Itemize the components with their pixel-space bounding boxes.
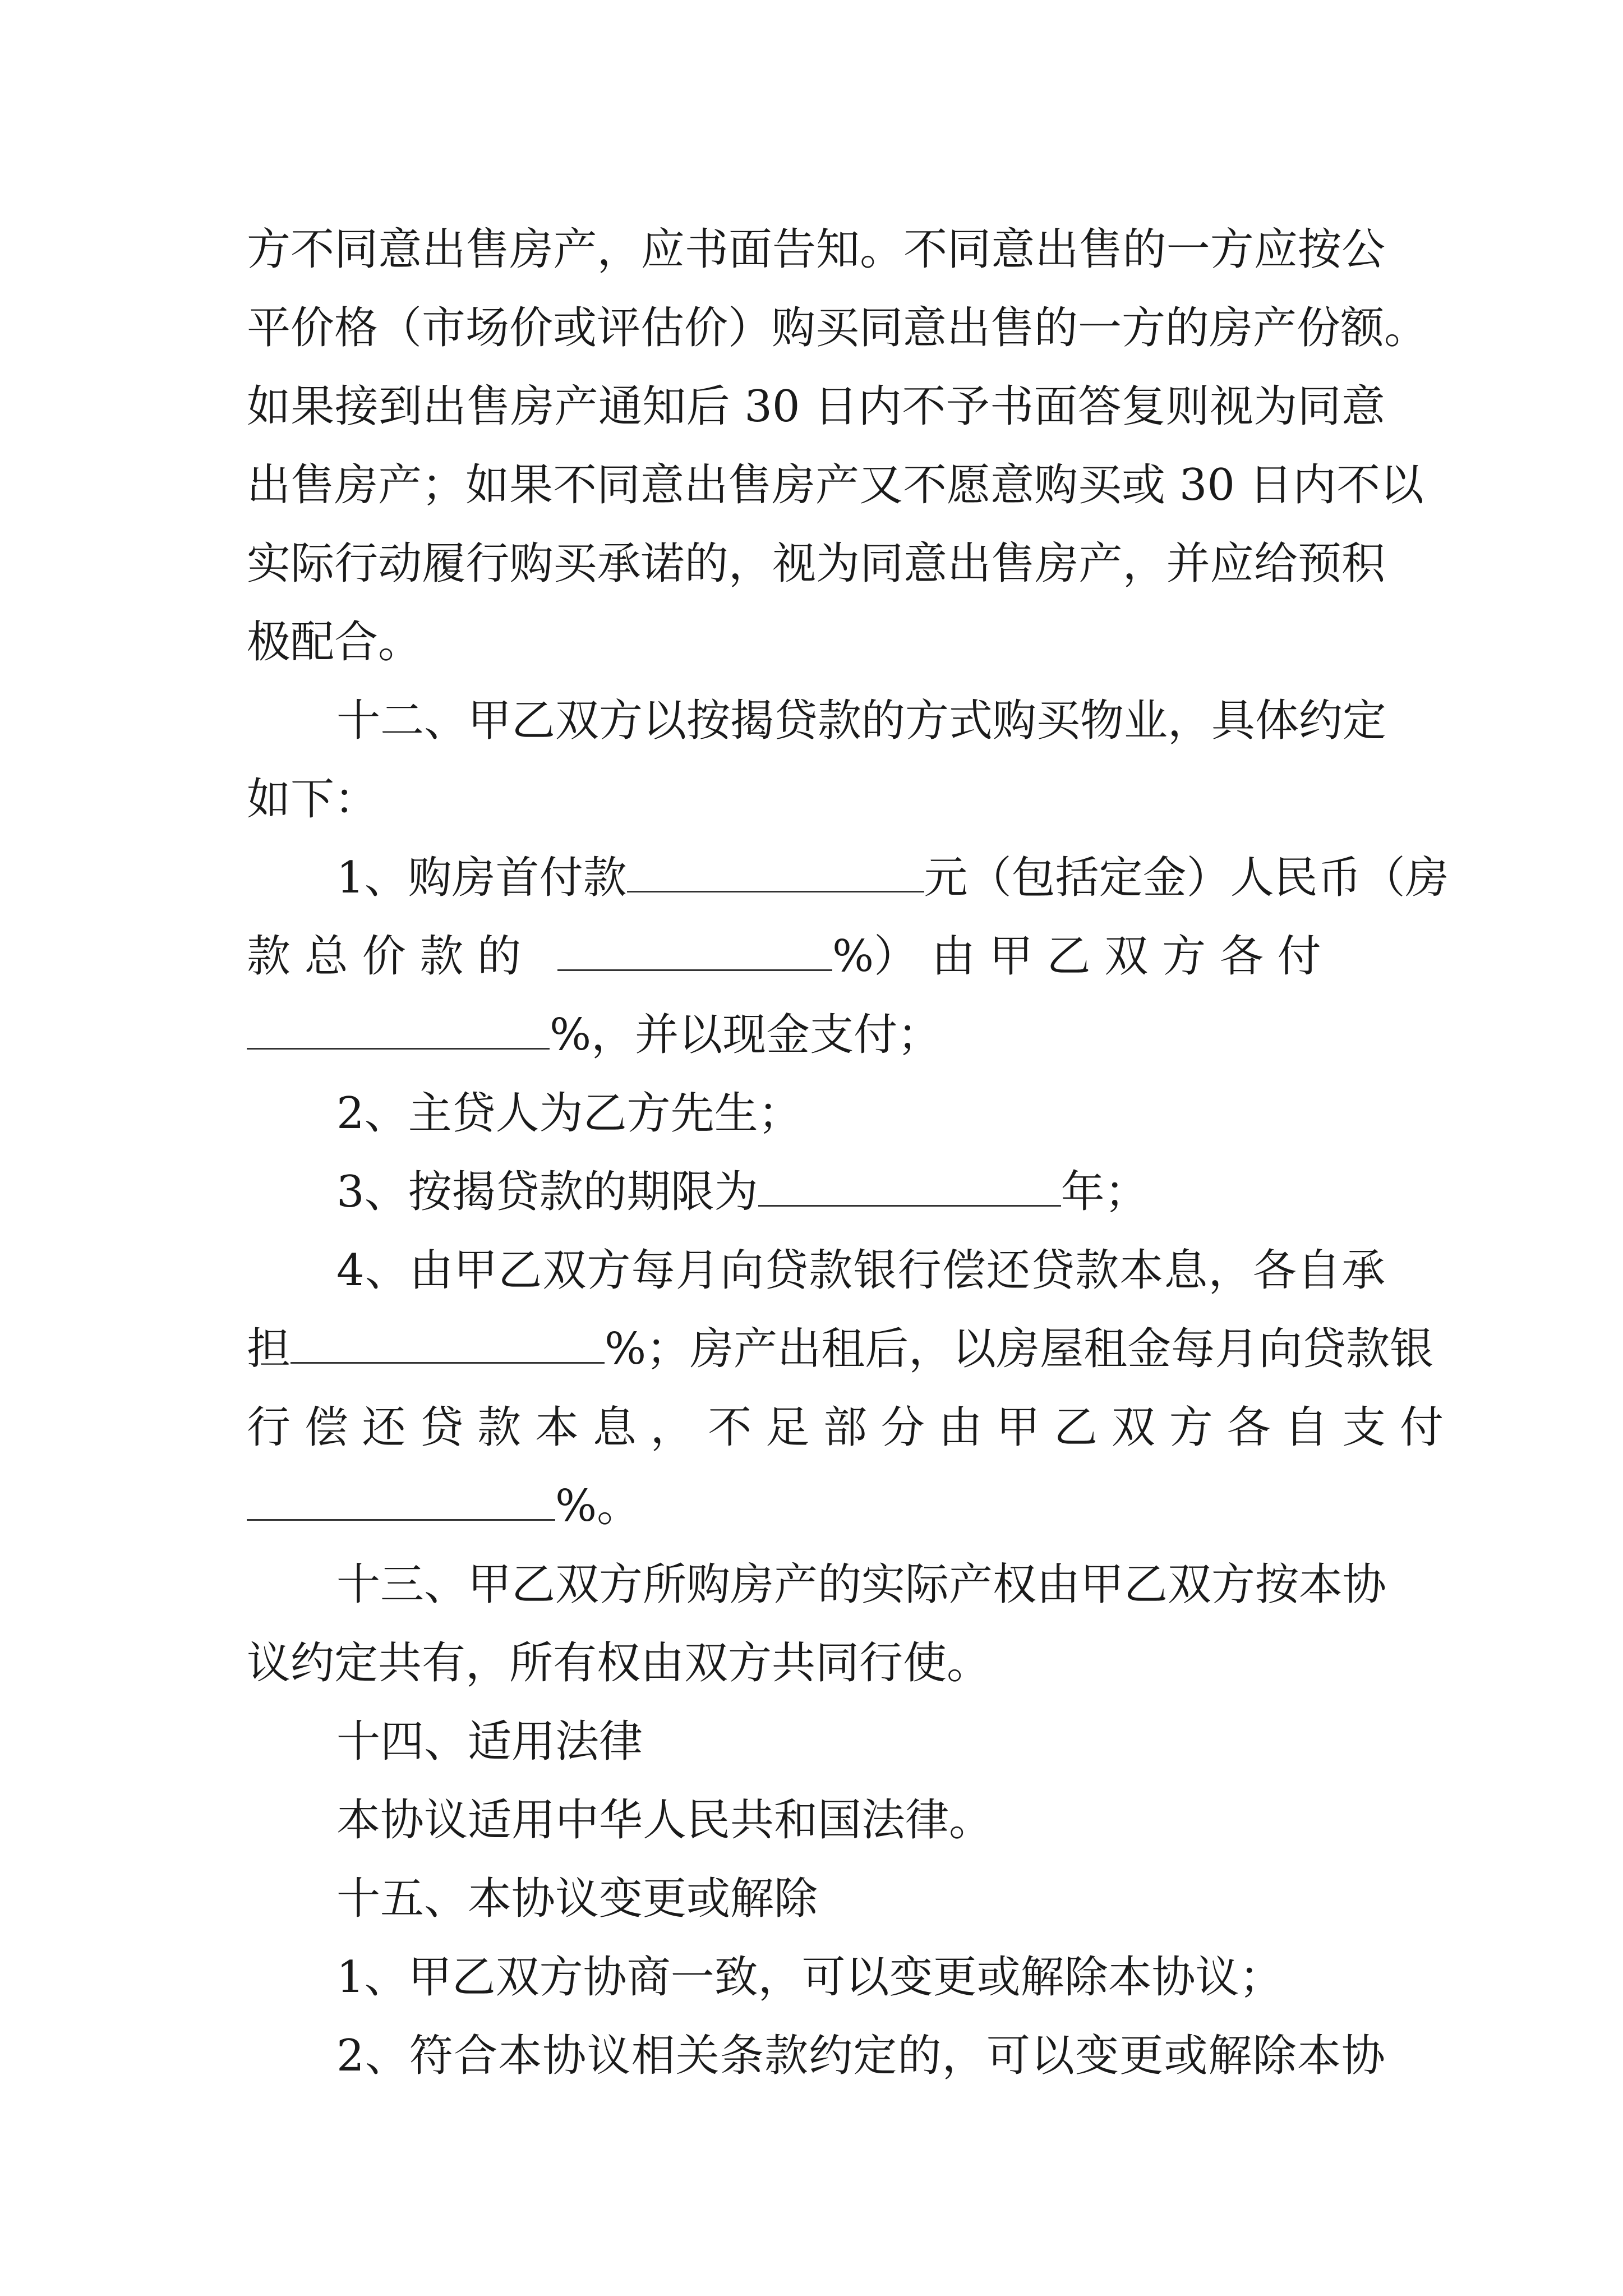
line-text: 款 总 价 款 的 — [247, 931, 522, 982]
line-text: 1、购房首付款 — [336, 853, 627, 903]
paragraph-line: 4、由甲乙双方每月向贷款银行偿还贷款本息，各自承 — [336, 1245, 1385, 1296]
line-text: %） 由 甲 乙 双 方 各 付 — [832, 931, 1321, 982]
fill-in-blank[interactable] — [627, 852, 924, 892]
shortfall-share-line — [247, 1467, 1385, 1545]
paragraph-line: 实际行动履行购买承诺的，视为同意出售房产，并应给预积 — [247, 539, 1385, 589]
paragraph-line: 2、符合本协议相关条款约定的，可以变更或解除本协 — [336, 2031, 1385, 2081]
fill-in-blank[interactable] — [758, 1166, 1061, 1207]
fill-in-blank[interactable] — [247, 1480, 555, 1521]
down-payment-percent-line — [247, 917, 1385, 996]
paragraph-line: 如果接到出售房产通知后 30 日内不予书面答复则视为同意 — [247, 381, 1385, 432]
section-twelve-heading: 十二、甲乙双方以按揭贷款的方式购买物业，具体约定 — [336, 696, 1387, 746]
line-text: %。 — [555, 1481, 641, 1531]
down-payment-line — [336, 839, 1449, 917]
loan-term-line — [336, 1153, 1385, 1231]
section-fourteen-heading: 十四、适用法律 — [336, 1717, 643, 1767]
line-text: 年； — [1061, 1167, 1149, 1217]
fill-in-blank[interactable] — [291, 1323, 605, 1364]
paragraph-line: 行 偿 还 贷 款 本 息 ， 不 足 部 分 由 甲 乙 双 方 各 自 支 付 — [247, 1402, 1444, 1453]
section-fifteen-heading: 十五、本协议变更或解除 — [336, 1874, 818, 1924]
cash-payment-line — [247, 996, 1385, 1074]
line-text: %，并以现金支付； — [550, 1010, 942, 1060]
paragraph-line: 方不同意出售房产，应书面告知。不同意出售的一方应按公 — [247, 224, 1385, 275]
repayment-share-line — [247, 1310, 1434, 1388]
paragraph-line: 极配合。 — [247, 617, 422, 668]
paragraph-line: 1、甲乙双方协商一致，可以变更或解除本协议； — [336, 1952, 1283, 2003]
paragraph-line: 2、主贷人为乙方先生； — [336, 1088, 802, 1139]
paragraph-line: 平价格（市场价或评估价）购买同意出售的一方的房产份额。 — [247, 303, 1428, 353]
line-text: 担 — [247, 1324, 291, 1374]
paragraph-line: 如下： — [247, 774, 379, 825]
section-thirteen-heading: 十三、甲乙双方所购房产的实际产权由甲乙双方按本协 — [336, 1559, 1387, 1610]
paragraph-line: 出售房产；如果不同意出售房产又不愿意购买或 30 日内不以 — [247, 460, 1424, 510]
line-text: 3、按揭贷款的期限为 — [336, 1167, 758, 1217]
line-text: %；房产出租后，以房屋租金每月向贷款银 — [605, 1324, 1434, 1374]
line-text: 元（包括定金）人民币（房 — [924, 853, 1449, 903]
paragraph-line: 本协议适用中华人民共和国法律。 — [336, 1795, 993, 1846]
fill-in-blank[interactable] — [557, 930, 832, 971]
paragraph-line: 议约定共有，所有权由双方共同行使。 — [247, 1638, 991, 1688]
fill-in-blank[interactable] — [247, 1009, 550, 1050]
